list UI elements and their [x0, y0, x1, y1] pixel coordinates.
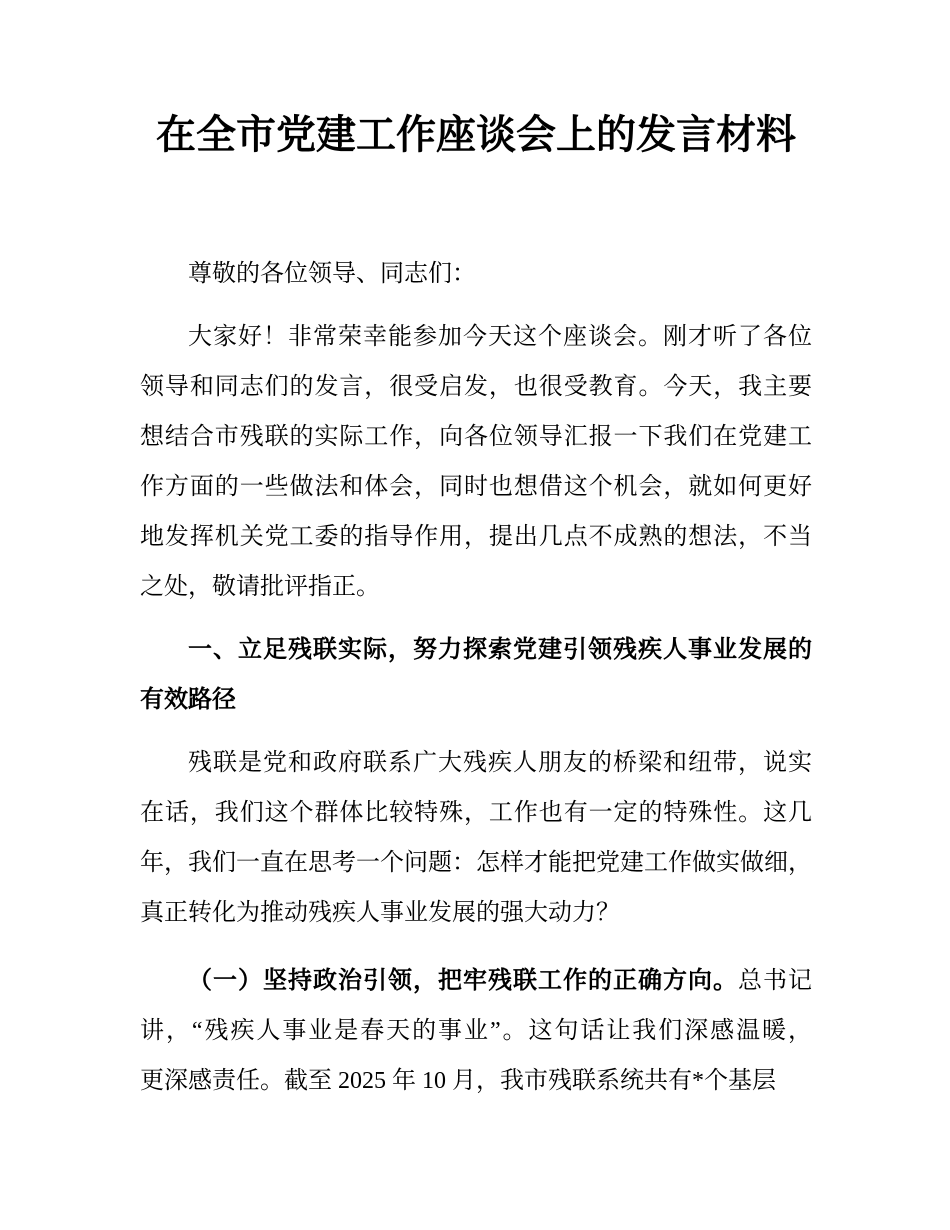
section-1-paragraph — [140, 738, 812, 938]
text-segment: 真正转化为推动残疾人事业发展的强大动力？ — [140, 900, 620, 926]
intro-paragraph — [140, 312, 812, 612]
text-segment: 总书记 — [738, 968, 812, 994]
text-line — [140, 312, 812, 362]
text-line — [140, 249, 812, 299]
text-line — [140, 888, 812, 938]
document-title: 在全市党建工作座谈会上的发言材料 — [156, 112, 796, 157]
text-segment: 残联是党和政府联系广大残疾人朋友的桥梁和纽带，说实 — [188, 750, 812, 776]
text-segment: 领导和同志们的发言，很受启发，也很受教育。今天，我主要 — [140, 374, 812, 400]
text-segment: 在话，我们这个群体比较特殊，工作也有一定的特殊性。这几 — [140, 800, 812, 826]
text-line — [140, 462, 812, 512]
text-segment: 讲，“残疾人事业是春天的事业”。这句话让我们深感温暖， — [140, 1018, 812, 1044]
text-line — [140, 1006, 812, 1056]
text-segment: 作方面的一些做法和体会，同时也想借这个机会，就如何更好 — [140, 474, 812, 500]
text-line — [140, 838, 812, 888]
section-1-heading — [140, 625, 812, 725]
text-line — [140, 625, 812, 675]
text-line — [140, 412, 812, 462]
text-line — [140, 512, 812, 562]
text-segment: 尊敬的各位领导、同志们： — [188, 261, 476, 287]
text-segment: 地发挥机关党工委的指导作用，提出几点不成熟的想法，不当 — [140, 524, 812, 550]
bold-text-segment: （一）坚持政治引领，把牢残联工作的正确方向。 — [188, 967, 738, 994]
text-line — [140, 738, 812, 788]
text-line — [140, 1056, 812, 1106]
text-segment: 更深感责任。截至 2025 年 10 月，我市残联系统共有*个基层 — [140, 1068, 776, 1094]
text-line — [140, 675, 812, 725]
text-line — [140, 562, 812, 612]
text-segment: 有效路径 — [140, 686, 236, 713]
text-line — [140, 956, 812, 1006]
salutation-paragraph — [140, 249, 812, 299]
text-segment: 之处，敬请批评指正。 — [140, 574, 380, 600]
text-segment: 大家好！非常荣幸能参加今天这个座谈会。刚才听了各位 — [188, 324, 812, 350]
text-line — [140, 788, 812, 838]
text-segment: 一、立足残联实际，努力探索党建引领残疾人事业发展的 — [188, 636, 812, 663]
text-segment: 年，我们一直在思考一个问题：怎样才能把党建工作做实做细， — [140, 850, 812, 876]
text-line — [140, 362, 812, 412]
subsection-1-paragraph — [140, 956, 812, 1106]
text-segment: 想结合市残联的实际工作，向各位领导汇报一下我们在党建工 — [140, 424, 812, 450]
